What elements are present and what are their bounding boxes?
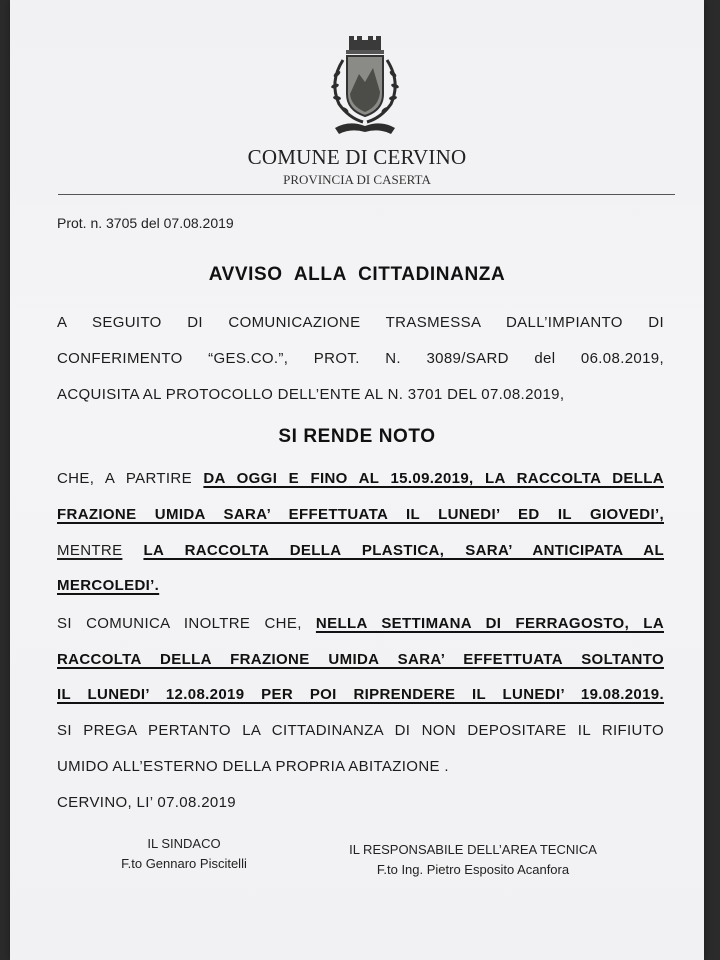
body-emphasis: DA OGGI E FINO AL 15.09.2019, LA RACCOLTA DELLA (203, 470, 664, 487)
place-date: CERVINO, LI’ 07.08.2019 (57, 794, 236, 811)
notice-title: AVVISO ALLA CITTADINANZA (208, 264, 506, 285)
signature-role: IL SINDACO (147, 836, 221, 851)
province-name: PROVINCIA DI CASERTA (283, 172, 431, 187)
intro-line-2: CONFERIMENTO “GES.CO.”, PROT. N. 3089/SARD del 06.08.2019, (57, 350, 664, 367)
notice-subtitle: SI RENDE NOTO (278, 426, 436, 447)
body-line-5 (57, 615, 664, 632)
body-line-1 (57, 470, 664, 487)
protocol-number: Prot. n. 3705 del 07.08.2019 (57, 215, 234, 231)
body-text: CHE, A PARTIRE (57, 470, 204, 487)
body-line-3 (57, 542, 664, 559)
signature-technical-manager (328, 840, 618, 880)
body-emphasis: LA RACCOLTA DELLA PLASTICA, SARA’ ANTICIPATA AL (143, 542, 664, 559)
body-line-2: FRAZIONE UMIDA SARA’ EFFETTUATA IL LUNEDI’ ED IL GIOVEDI’, (57, 506, 664, 523)
body-space (122, 542, 143, 559)
municipal-crest-icon (323, 36, 407, 140)
body-line-8: SI PREGA PERTANTO LA CITTADINANZA DI NON DEPOSITARE IL RIFIUTO (57, 722, 664, 739)
body-emphasis: NELLA SETTIMANA DI FERRAGOSTO, LA (315, 615, 664, 632)
body-line-4: MERCOLEDI’. (57, 577, 160, 594)
intro-line-3: ACQUISITA AL PROTOCOLLO DELL’ENTE AL N. 3701 DEL 07.08.2019, (57, 386, 565, 403)
header-divider (58, 194, 675, 195)
body-line-6: RACCOLTA DELLA FRAZIONE UMIDA SARA’ EFFETTUATA SOLTANTO (57, 651, 664, 668)
body-text: MENTRE (57, 542, 123, 559)
signature-name: F.to Ing. Pietro Esposito Acanfora (376, 862, 570, 877)
signature-role: IL RESPONSABILE DELL’AREA TECNICA (349, 842, 597, 857)
body-line-9: UMIDO ALL’ESTERNO DELLA PROPRIA ABITAZIONE . (57, 758, 449, 775)
signature-mayor (84, 834, 284, 874)
body-line-7: IL LUNEDI’ 12.08.2019 PER POI RIPRENDERE IL LUNEDI’ 19.08.2019. (57, 686, 664, 703)
intro-line-1: A SEGUITO DI COMUNICAZIONE TRASMESSA DALL’IMPIANTO DI (57, 314, 664, 331)
signature-name: F.to Gennaro Piscitelli (121, 856, 247, 871)
notice-sheet (10, 0, 704, 960)
body-text: SI COMUNICA INOLTRE CHE, (57, 615, 316, 632)
municipality-name: COMUNE DI CERVINO (247, 145, 467, 169)
